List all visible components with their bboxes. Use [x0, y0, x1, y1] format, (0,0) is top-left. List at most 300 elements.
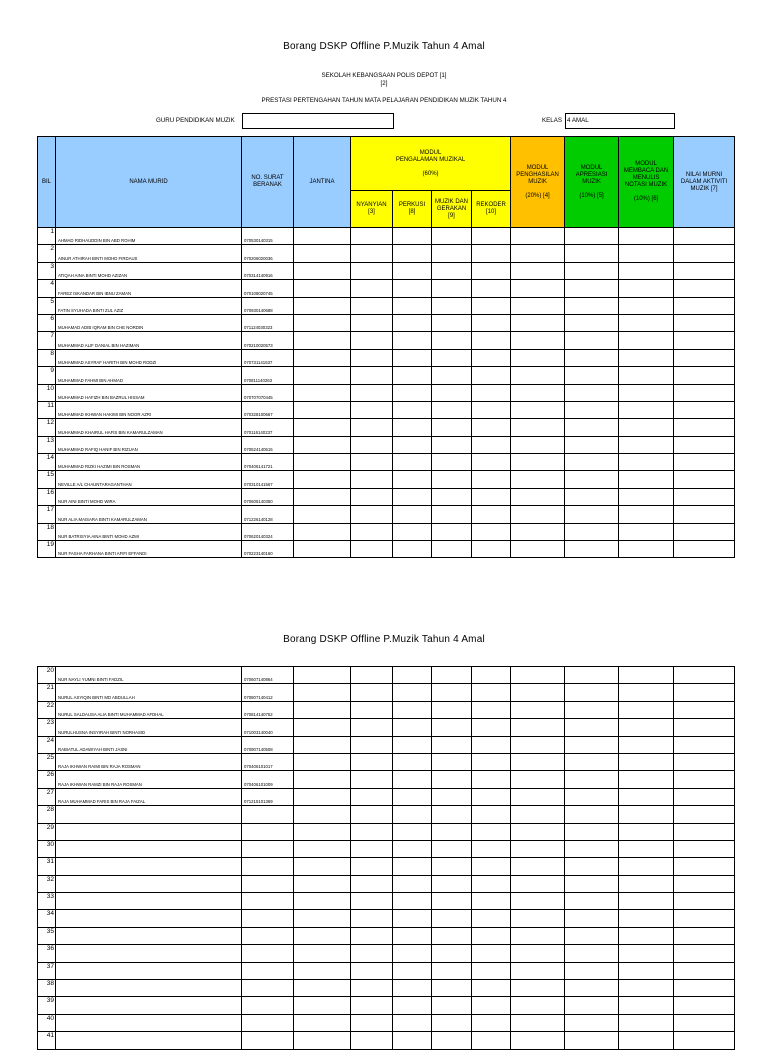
- gerakan-cell[interactable]: [432, 788, 472, 805]
- notasi-cell[interactable]: [619, 245, 674, 262]
- rekoder-cell[interactable]: [472, 910, 511, 927]
- notasi-cell[interactable]: [619, 1032, 674, 1049]
- gender-cell[interactable]: [294, 684, 351, 701]
- penghasilan-cell[interactable]: [511, 454, 565, 471]
- gerakan-cell[interactable]: [432, 823, 472, 840]
- notasi-cell[interactable]: [619, 436, 674, 453]
- rekoder-cell[interactable]: [472, 893, 511, 910]
- nilai-murni-cell[interactable]: [674, 436, 735, 453]
- nilai-murni-cell[interactable]: [674, 523, 735, 540]
- gender-cell[interactable]: [294, 419, 351, 436]
- nyanyian-cell[interactable]: [351, 488, 393, 505]
- perkusi-cell[interactable]: [393, 454, 432, 471]
- rekoder-cell[interactable]: [472, 840, 511, 857]
- perkusi-cell[interactable]: [393, 245, 432, 262]
- apresiasi-cell[interactable]: [565, 736, 619, 753]
- apresiasi-cell[interactable]: [565, 806, 619, 823]
- gerakan-cell[interactable]: [432, 684, 472, 701]
- gerakan-cell[interactable]: [432, 927, 472, 944]
- rekoder-cell[interactable]: [472, 228, 511, 245]
- rekoder-cell[interactable]: [472, 858, 511, 875]
- notasi-cell[interactable]: [619, 806, 674, 823]
- notasi-cell[interactable]: [619, 384, 674, 401]
- gerakan-cell[interactable]: [432, 701, 472, 718]
- nilai-murni-cell[interactable]: [674, 454, 735, 471]
- rekoder-cell[interactable]: [472, 314, 511, 331]
- notasi-cell[interactable]: [619, 927, 674, 944]
- nilai-murni-cell[interactable]: [674, 401, 735, 418]
- nilai-murni-cell[interactable]: [674, 488, 735, 505]
- notasi-cell[interactable]: [619, 997, 674, 1014]
- rekoder-cell[interactable]: [472, 667, 511, 684]
- nilai-murni-cell[interactable]: [674, 684, 735, 701]
- apresiasi-cell[interactable]: [565, 962, 619, 979]
- rekoder-cell[interactable]: [472, 436, 511, 453]
- nyanyian-cell[interactable]: [351, 945, 393, 962]
- nyanyian-cell[interactable]: [351, 297, 393, 314]
- notasi-cell[interactable]: [619, 840, 674, 857]
- perkusi-cell[interactable]: [393, 506, 432, 523]
- nilai-murni-cell[interactable]: [674, 997, 735, 1014]
- nyanyian-cell[interactable]: [351, 997, 393, 1014]
- penghasilan-cell[interactable]: [511, 471, 565, 488]
- gender-cell[interactable]: [294, 1014, 351, 1031]
- gerakan-cell[interactable]: [432, 314, 472, 331]
- notasi-cell[interactable]: [619, 419, 674, 436]
- perkusi-cell[interactable]: [393, 384, 432, 401]
- gerakan-cell[interactable]: [432, 454, 472, 471]
- penghasilan-cell[interactable]: [511, 228, 565, 245]
- gerakan-cell[interactable]: [432, 1032, 472, 1049]
- apresiasi-cell[interactable]: [565, 245, 619, 262]
- perkusi-cell[interactable]: [393, 436, 432, 453]
- perkusi-cell[interactable]: [393, 1032, 432, 1049]
- nyanyian-cell[interactable]: [351, 736, 393, 753]
- nyanyian-cell[interactable]: [351, 840, 393, 857]
- nilai-murni-cell[interactable]: [674, 314, 735, 331]
- perkusi-cell[interactable]: [393, 332, 432, 349]
- notasi-cell[interactable]: [619, 980, 674, 997]
- perkusi-cell[interactable]: [393, 997, 432, 1014]
- apresiasi-cell[interactable]: [565, 910, 619, 927]
- nilai-murni-cell[interactable]: [674, 840, 735, 857]
- apresiasi-cell[interactable]: [565, 454, 619, 471]
- nilai-murni-cell[interactable]: [674, 384, 735, 401]
- gender-cell[interactable]: [294, 314, 351, 331]
- penghasilan-cell[interactable]: [511, 367, 565, 384]
- nilai-murni-cell[interactable]: [674, 667, 735, 684]
- notasi-cell[interactable]: [619, 349, 674, 366]
- rekoder-cell[interactable]: [472, 349, 511, 366]
- nyanyian-cell[interactable]: [351, 523, 393, 540]
- notasi-cell[interactable]: [619, 771, 674, 788]
- apresiasi-cell[interactable]: [565, 367, 619, 384]
- gerakan-cell[interactable]: [432, 858, 472, 875]
- perkusi-cell[interactable]: [393, 684, 432, 701]
- notasi-cell[interactable]: [619, 893, 674, 910]
- perkusi-cell[interactable]: [393, 280, 432, 297]
- notasi-cell[interactable]: [619, 506, 674, 523]
- perkusi-cell[interactable]: [393, 875, 432, 892]
- penghasilan-cell[interactable]: [511, 910, 565, 927]
- nilai-murni-cell[interactable]: [674, 806, 735, 823]
- apresiasi-cell[interactable]: [565, 753, 619, 770]
- penghasilan-cell[interactable]: [511, 701, 565, 718]
- gerakan-cell[interactable]: [432, 771, 472, 788]
- gender-cell[interactable]: [294, 262, 351, 279]
- nilai-murni-cell[interactable]: [674, 1014, 735, 1031]
- penghasilan-cell[interactable]: [511, 927, 565, 944]
- perkusi-cell[interactable]: [393, 980, 432, 997]
- rekoder-cell[interactable]: [472, 753, 511, 770]
- gender-cell[interactable]: [294, 736, 351, 753]
- nyanyian-cell[interactable]: [351, 384, 393, 401]
- nyanyian-cell[interactable]: [351, 436, 393, 453]
- penghasilan-cell[interactable]: [511, 980, 565, 997]
- apresiasi-cell[interactable]: [565, 858, 619, 875]
- penghasilan-cell[interactable]: [511, 945, 565, 962]
- perkusi-cell[interactable]: [393, 771, 432, 788]
- perkusi-cell[interactable]: [393, 419, 432, 436]
- perkusi-cell[interactable]: [393, 945, 432, 962]
- nilai-murni-cell[interactable]: [674, 823, 735, 840]
- gender-cell[interactable]: [294, 523, 351, 540]
- perkusi-cell[interactable]: [393, 840, 432, 857]
- perkusi-cell[interactable]: [393, 523, 432, 540]
- gender-cell[interactable]: [294, 245, 351, 262]
- perkusi-cell[interactable]: [393, 806, 432, 823]
- apresiasi-cell[interactable]: [565, 823, 619, 840]
- nyanyian-cell[interactable]: [351, 701, 393, 718]
- nilai-murni-cell[interactable]: [674, 858, 735, 875]
- gender-cell[interactable]: [294, 667, 351, 684]
- penghasilan-cell[interactable]: [511, 684, 565, 701]
- gerakan-cell[interactable]: [432, 541, 472, 558]
- perkusi-cell[interactable]: [393, 367, 432, 384]
- rekoder-cell[interactable]: [472, 454, 511, 471]
- gender-cell[interactable]: [294, 349, 351, 366]
- gender-cell[interactable]: [294, 980, 351, 997]
- nyanyian-cell[interactable]: [351, 719, 393, 736]
- nyanyian-cell[interactable]: [351, 367, 393, 384]
- notasi-cell[interactable]: [619, 858, 674, 875]
- apresiasi-cell[interactable]: [565, 840, 619, 857]
- penghasilan-cell[interactable]: [511, 736, 565, 753]
- apresiasi-cell[interactable]: [565, 1014, 619, 1031]
- nyanyian-cell[interactable]: [351, 506, 393, 523]
- notasi-cell[interactable]: [619, 401, 674, 418]
- penghasilan-cell[interactable]: [511, 436, 565, 453]
- gerakan-cell[interactable]: [432, 228, 472, 245]
- notasi-cell[interactable]: [619, 228, 674, 245]
- penghasilan-cell[interactable]: [511, 297, 565, 314]
- nyanyian-cell[interactable]: [351, 401, 393, 418]
- rekoder-cell[interactable]: [472, 927, 511, 944]
- nyanyian-cell[interactable]: [351, 262, 393, 279]
- apresiasi-cell[interactable]: [565, 488, 619, 505]
- gender-cell[interactable]: [294, 454, 351, 471]
- gender-cell[interactable]: [294, 719, 351, 736]
- nilai-murni-cell[interactable]: [674, 332, 735, 349]
- gender-cell[interactable]: [294, 788, 351, 805]
- apresiasi-cell[interactable]: [565, 401, 619, 418]
- apresiasi-cell[interactable]: [565, 419, 619, 436]
- apresiasi-cell[interactable]: [565, 1032, 619, 1049]
- rekoder-cell[interactable]: [472, 245, 511, 262]
- gerakan-cell[interactable]: [432, 1014, 472, 1031]
- perkusi-cell[interactable]: [393, 753, 432, 770]
- nyanyian-cell[interactable]: [351, 1014, 393, 1031]
- perkusi-cell[interactable]: [393, 471, 432, 488]
- gerakan-cell[interactable]: [432, 401, 472, 418]
- nyanyian-cell[interactable]: [351, 823, 393, 840]
- perkusi-cell[interactable]: [393, 401, 432, 418]
- nyanyian-cell[interactable]: [351, 228, 393, 245]
- gerakan-cell[interactable]: [432, 471, 472, 488]
- nyanyian-cell[interactable]: [351, 245, 393, 262]
- apresiasi-cell[interactable]: [565, 945, 619, 962]
- gerakan-cell[interactable]: [432, 980, 472, 997]
- notasi-cell[interactable]: [619, 1014, 674, 1031]
- nyanyian-cell[interactable]: [351, 314, 393, 331]
- apresiasi-cell[interactable]: [565, 997, 619, 1014]
- rekoder-cell[interactable]: [472, 367, 511, 384]
- perkusi-cell[interactable]: [393, 719, 432, 736]
- gender-cell[interactable]: [294, 297, 351, 314]
- penghasilan-cell[interactable]: [511, 788, 565, 805]
- nilai-murni-cell[interactable]: [674, 541, 735, 558]
- rekoder-cell[interactable]: [472, 875, 511, 892]
- gender-cell[interactable]: [294, 910, 351, 927]
- rekoder-cell[interactable]: [472, 719, 511, 736]
- nilai-murni-cell[interactable]: [674, 280, 735, 297]
- apresiasi-cell[interactable]: [565, 771, 619, 788]
- gerakan-cell[interactable]: [432, 997, 472, 1014]
- perkusi-cell[interactable]: [393, 910, 432, 927]
- penghasilan-cell[interactable]: [511, 771, 565, 788]
- penghasilan-cell[interactable]: [511, 488, 565, 505]
- nyanyian-cell[interactable]: [351, 806, 393, 823]
- notasi-cell[interactable]: [619, 454, 674, 471]
- notasi-cell[interactable]: [619, 736, 674, 753]
- nilai-murni-cell[interactable]: [674, 471, 735, 488]
- rekoder-cell[interactable]: [472, 788, 511, 805]
- gender-cell[interactable]: [294, 945, 351, 962]
- nyanyian-cell[interactable]: [351, 875, 393, 892]
- gender-cell[interactable]: [294, 893, 351, 910]
- apresiasi-cell[interactable]: [565, 280, 619, 297]
- gender-cell[interactable]: [294, 488, 351, 505]
- penghasilan-cell[interactable]: [511, 997, 565, 1014]
- gender-cell[interactable]: [294, 771, 351, 788]
- perkusi-cell[interactable]: [393, 701, 432, 718]
- gender-cell[interactable]: [294, 1032, 351, 1049]
- nilai-murni-cell[interactable]: [674, 962, 735, 979]
- notasi-cell[interactable]: [619, 667, 674, 684]
- gender-cell[interactable]: [294, 806, 351, 823]
- nilai-murni-cell[interactable]: [674, 875, 735, 892]
- notasi-cell[interactable]: [619, 719, 674, 736]
- gender-cell[interactable]: [294, 753, 351, 770]
- rekoder-cell[interactable]: [472, 419, 511, 436]
- notasi-cell[interactable]: [619, 367, 674, 384]
- notasi-cell[interactable]: [619, 488, 674, 505]
- apresiasi-cell[interactable]: [565, 384, 619, 401]
- nilai-murni-cell[interactable]: [674, 419, 735, 436]
- notasi-cell[interactable]: [619, 875, 674, 892]
- penghasilan-cell[interactable]: [511, 1014, 565, 1031]
- gerakan-cell[interactable]: [432, 910, 472, 927]
- apresiasi-cell[interactable]: [565, 332, 619, 349]
- gerakan-cell[interactable]: [432, 280, 472, 297]
- gerakan-cell[interactable]: [432, 945, 472, 962]
- perkusi-cell[interactable]: [393, 349, 432, 366]
- rekoder-cell[interactable]: [472, 401, 511, 418]
- apresiasi-cell[interactable]: [565, 541, 619, 558]
- nilai-murni-cell[interactable]: [674, 228, 735, 245]
- penghasilan-cell[interactable]: [511, 806, 565, 823]
- nilai-murni-cell[interactable]: [674, 349, 735, 366]
- apresiasi-cell[interactable]: [565, 980, 619, 997]
- apresiasi-cell[interactable]: [565, 228, 619, 245]
- gerakan-cell[interactable]: [432, 962, 472, 979]
- gerakan-cell[interactable]: [432, 523, 472, 540]
- rekoder-cell[interactable]: [472, 1014, 511, 1031]
- notasi-cell[interactable]: [619, 280, 674, 297]
- apresiasi-cell[interactable]: [565, 701, 619, 718]
- nyanyian-cell[interactable]: [351, 349, 393, 366]
- gerakan-cell[interactable]: [432, 419, 472, 436]
- rekoder-cell[interactable]: [472, 771, 511, 788]
- apresiasi-cell[interactable]: [565, 314, 619, 331]
- penghasilan-cell[interactable]: [511, 1032, 565, 1049]
- gender-cell[interactable]: [294, 228, 351, 245]
- penghasilan-cell[interactable]: [511, 384, 565, 401]
- notasi-cell[interactable]: [619, 523, 674, 540]
- nyanyian-cell[interactable]: [351, 771, 393, 788]
- gender-cell[interactable]: [294, 962, 351, 979]
- perkusi-cell[interactable]: [393, 488, 432, 505]
- apresiasi-cell[interactable]: [565, 436, 619, 453]
- gender-cell[interactable]: [294, 384, 351, 401]
- penghasilan-cell[interactable]: [511, 858, 565, 875]
- gerakan-cell[interactable]: [432, 840, 472, 857]
- nyanyian-cell[interactable]: [351, 927, 393, 944]
- rekoder-cell[interactable]: [472, 997, 511, 1014]
- gerakan-cell[interactable]: [432, 367, 472, 384]
- apresiasi-cell[interactable]: [565, 297, 619, 314]
- gerakan-cell[interactable]: [432, 506, 472, 523]
- perkusi-cell[interactable]: [393, 962, 432, 979]
- rekoder-cell[interactable]: [472, 471, 511, 488]
- penghasilan-cell[interactable]: [511, 506, 565, 523]
- rekoder-cell[interactable]: [472, 806, 511, 823]
- notasi-cell[interactable]: [619, 332, 674, 349]
- nyanyian-cell[interactable]: [351, 910, 393, 927]
- nyanyian-cell[interactable]: [351, 788, 393, 805]
- penghasilan-cell[interactable]: [511, 401, 565, 418]
- rekoder-cell[interactable]: [472, 736, 511, 753]
- penghasilan-cell[interactable]: [511, 823, 565, 840]
- penghasilan-cell[interactable]: [511, 280, 565, 297]
- notasi-cell[interactable]: [619, 753, 674, 770]
- rekoder-cell[interactable]: [472, 980, 511, 997]
- gerakan-cell[interactable]: [432, 719, 472, 736]
- nilai-murni-cell[interactable]: [674, 262, 735, 279]
- rekoder-cell[interactable]: [472, 823, 511, 840]
- penghasilan-cell[interactable]: [511, 245, 565, 262]
- gerakan-cell[interactable]: [432, 332, 472, 349]
- perkusi-cell[interactable]: [393, 1014, 432, 1031]
- penghasilan-cell[interactable]: [511, 962, 565, 979]
- nyanyian-cell[interactable]: [351, 471, 393, 488]
- rekoder-cell[interactable]: [472, 541, 511, 558]
- notasi-cell[interactable]: [619, 910, 674, 927]
- nyanyian-cell[interactable]: [351, 332, 393, 349]
- nyanyian-cell[interactable]: [351, 753, 393, 770]
- rekoder-cell[interactable]: [472, 506, 511, 523]
- perkusi-cell[interactable]: [393, 667, 432, 684]
- apresiasi-cell[interactable]: [565, 788, 619, 805]
- notasi-cell[interactable]: [619, 823, 674, 840]
- gerakan-cell[interactable]: [432, 297, 472, 314]
- penghasilan-cell[interactable]: [511, 349, 565, 366]
- penghasilan-cell[interactable]: [511, 840, 565, 857]
- perkusi-cell[interactable]: [393, 858, 432, 875]
- perkusi-cell[interactable]: [393, 297, 432, 314]
- perkusi-cell[interactable]: [393, 823, 432, 840]
- nilai-murni-cell[interactable]: [674, 788, 735, 805]
- apresiasi-cell[interactable]: [565, 719, 619, 736]
- perkusi-cell[interactable]: [393, 541, 432, 558]
- gerakan-cell[interactable]: [432, 893, 472, 910]
- gender-cell[interactable]: [294, 541, 351, 558]
- penghasilan-cell[interactable]: [511, 314, 565, 331]
- gender-cell[interactable]: [294, 280, 351, 297]
- apresiasi-cell[interactable]: [565, 506, 619, 523]
- penghasilan-cell[interactable]: [511, 875, 565, 892]
- gender-cell[interactable]: [294, 701, 351, 718]
- nilai-murni-cell[interactable]: [674, 245, 735, 262]
- penghasilan-cell[interactable]: [511, 719, 565, 736]
- apresiasi-cell[interactable]: [565, 927, 619, 944]
- rekoder-cell[interactable]: [472, 523, 511, 540]
- notasi-cell[interactable]: [619, 684, 674, 701]
- notasi-cell[interactable]: [619, 297, 674, 314]
- notasi-cell[interactable]: [619, 962, 674, 979]
- apresiasi-cell[interactable]: [565, 875, 619, 892]
- nyanyian-cell[interactable]: [351, 454, 393, 471]
- apresiasi-cell[interactable]: [565, 893, 619, 910]
- gender-cell[interactable]: [294, 927, 351, 944]
- gerakan-cell[interactable]: [432, 753, 472, 770]
- gender-cell[interactable]: [294, 997, 351, 1014]
- notasi-cell[interactable]: [619, 788, 674, 805]
- gender-cell[interactable]: [294, 436, 351, 453]
- penghasilan-cell[interactable]: [511, 667, 565, 684]
- penghasilan-cell[interactable]: [511, 332, 565, 349]
- perkusi-cell[interactable]: [393, 893, 432, 910]
- gerakan-cell[interactable]: [432, 875, 472, 892]
- gender-cell[interactable]: [294, 471, 351, 488]
- nilai-murni-cell[interactable]: [674, 980, 735, 997]
- notasi-cell[interactable]: [619, 314, 674, 331]
- perkusi-cell[interactable]: [393, 228, 432, 245]
- gerakan-cell[interactable]: [432, 667, 472, 684]
- gerakan-cell[interactable]: [432, 488, 472, 505]
- penghasilan-cell[interactable]: [511, 753, 565, 770]
- teacher-field[interactable]: [242, 113, 394, 129]
